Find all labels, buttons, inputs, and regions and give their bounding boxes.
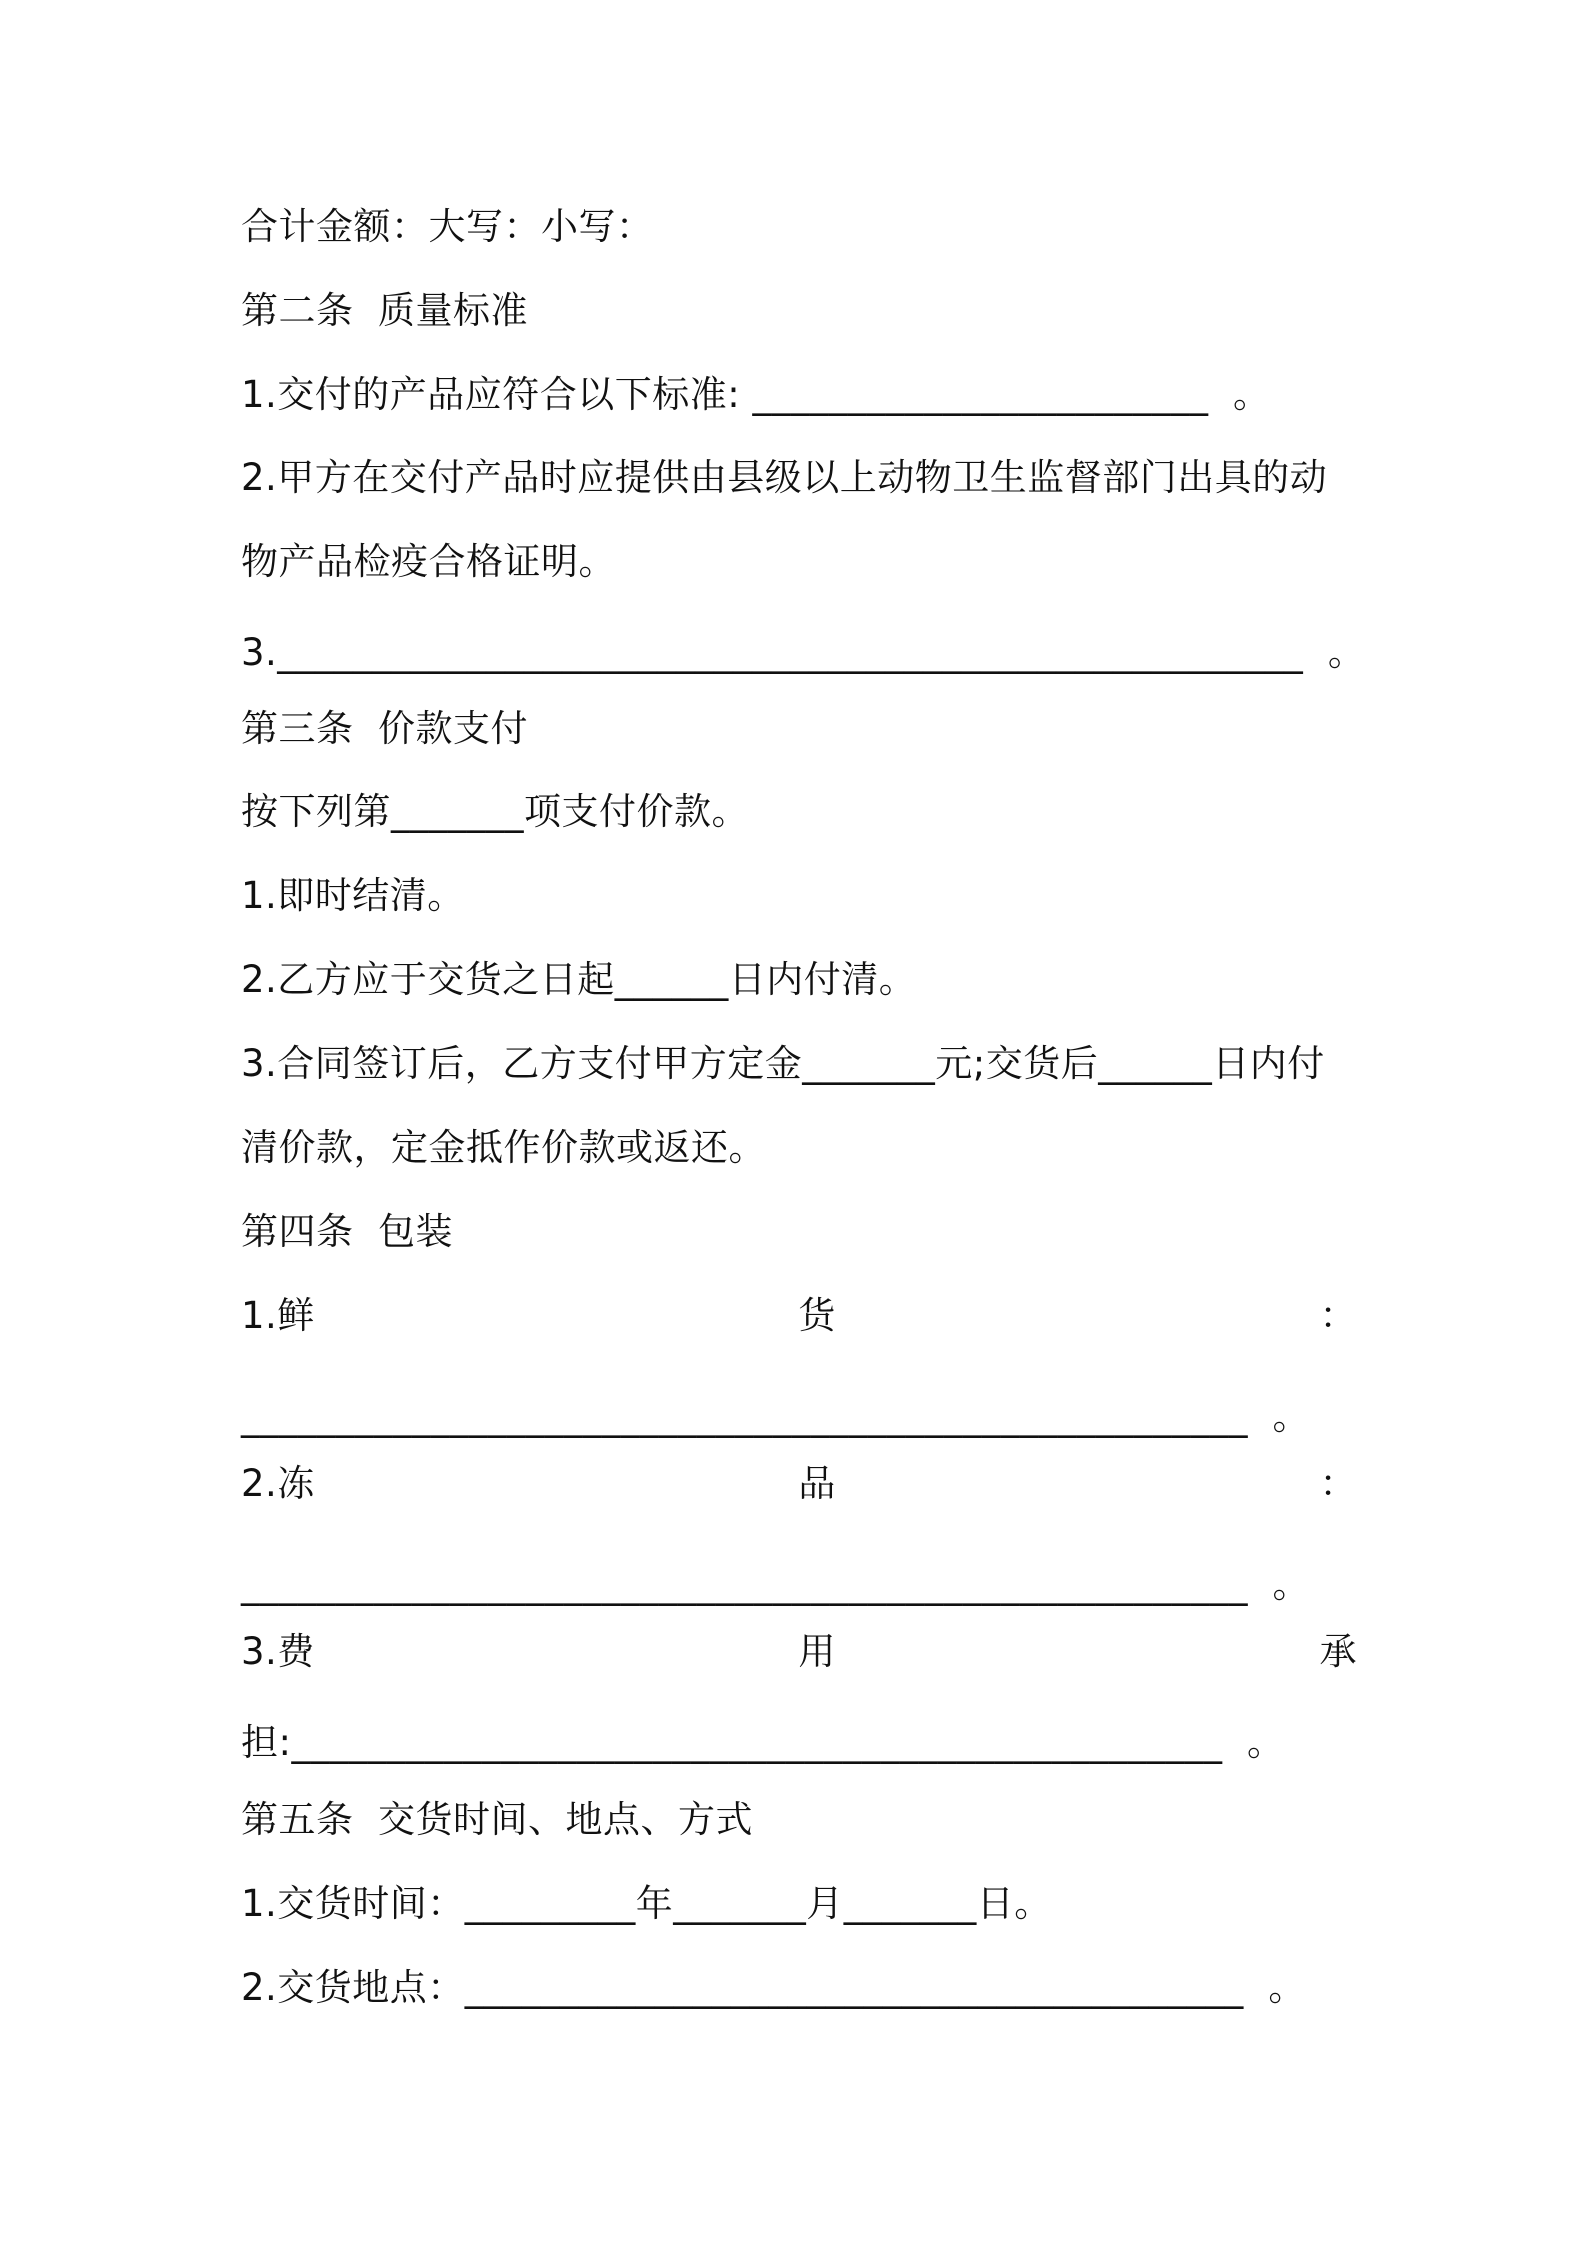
article2-heading: 第二条 质量标准 <box>241 289 529 332</box>
article4-item2-part-c: ： <box>1319 1462 1357 1505</box>
article5-item1: 1.交货时间：_________年_______月_______日。 <box>241 1882 1052 1925</box>
article4-item1-part-c: ： <box>1319 1294 1357 1337</box>
article4-item3-part-a: 3.费 <box>241 1630 315 1673</box>
article4-heading: 第四条 包装 <box>241 1210 454 1253</box>
article3-heading: 第三条 价款支付 <box>241 707 529 750</box>
article2-item1: 1.交付的产品应符合以下标准: ________________________ 。 <box>241 373 1271 416</box>
article2-item2-line1: 2.甲方在交付产品时应提供由县级以上动物卫生监督部门出具的动 <box>241 456 1328 499</box>
article4-item1-line <box>241 1291 1357 1341</box>
article4-item1-part-b: 货 <box>798 1294 836 1337</box>
article4-item2-blank: _____________________________________________________ 。 <box>241 1563 1311 1606</box>
article4-item2-part-a: 2.冻 <box>241 1462 315 1505</box>
article3-intro: 按下列第_______项支付价款。 <box>241 790 749 833</box>
article4-item3-part-b: 用 <box>798 1630 836 1673</box>
article2-item2-line2: 物产品检疫合格证明。 <box>241 540 616 583</box>
article3-item2: 2.乙方应于交货之日起______日内付清。 <box>241 958 917 1001</box>
total-amount-line: 合计金额：大写：小写： <box>241 205 654 248</box>
article3-item3-line1: 3.合同签订后，乙方支付甲方定金_______元;交货后______日内付 <box>241 1042 1325 1085</box>
article5-heading: 第五条 交货时间、地点、方式 <box>241 1798 754 1841</box>
article3-item1: 1.即时结清。 <box>241 874 465 917</box>
article2-item3: 3.______________________________________________________ 。 <box>241 631 1366 674</box>
article4-item3-line2: 担:_________________________________________________ 。 <box>241 1721 1285 1764</box>
article4-item2-part-b: 品 <box>798 1462 836 1505</box>
article4-item1-blank: _____________________________________________________ 。 <box>241 1395 1311 1438</box>
article4-item2-line <box>241 1459 1357 1509</box>
article4-item1-part-a: 1.鲜 <box>241 1294 315 1337</box>
article4-item3-part-c: 承 <box>1319 1630 1357 1673</box>
article4-item3-line <box>241 1627 1357 1677</box>
article3-item3-line2: 清价款，定金抵作价款或返还。 <box>241 1126 766 1169</box>
article5-item2: 2.交货地点：_________________________________________ 。 <box>241 1966 1306 2009</box>
